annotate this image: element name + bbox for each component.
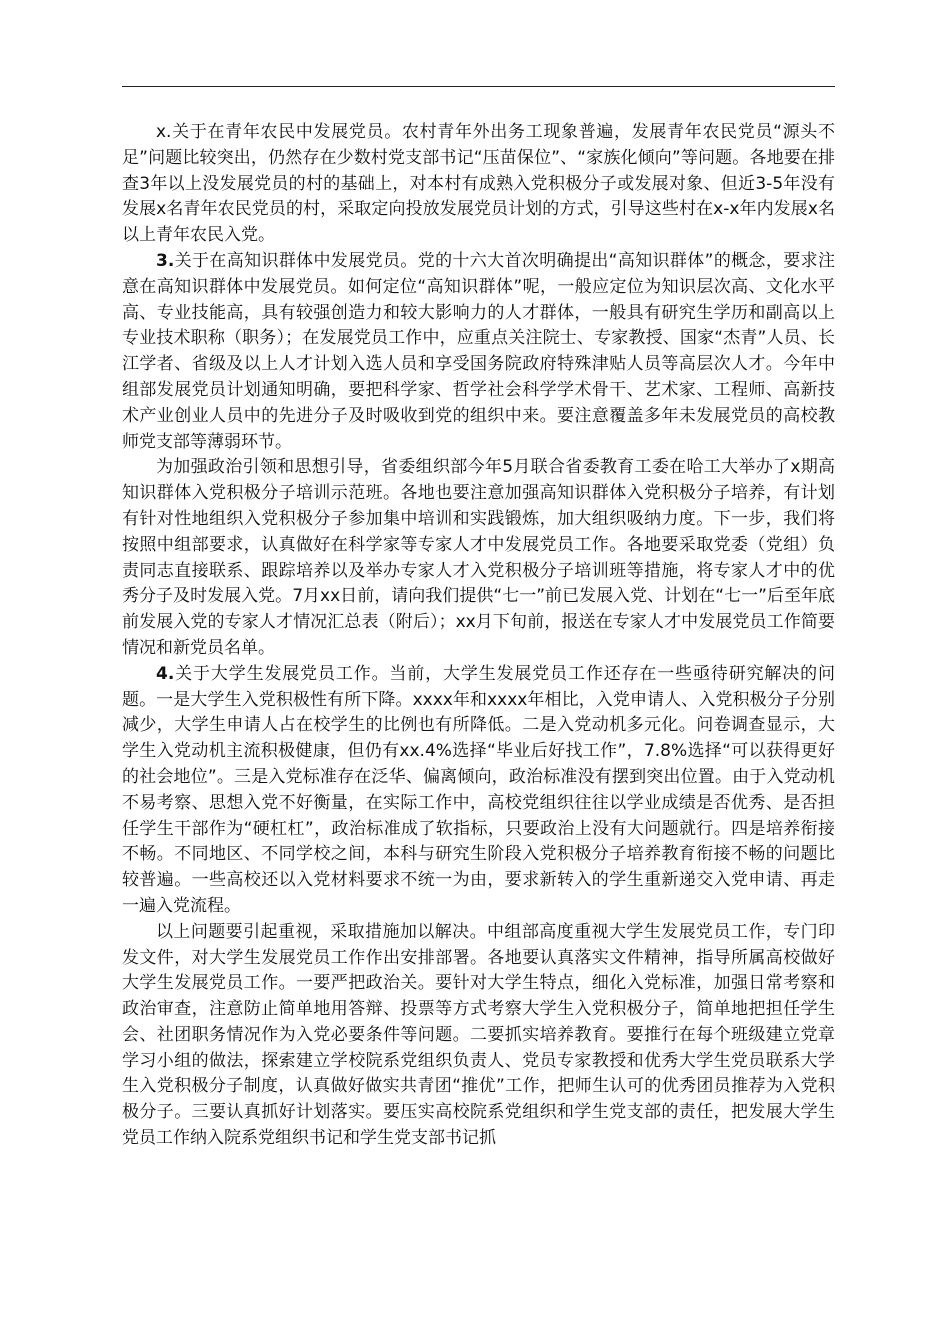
paragraph-text: 关于在高知识群体中发展党员。党的十六大首次明确提出“高知识群体”的概念，要求注意在高知识群体中发展党员。如何定位“高知识群体”呢，一般应定位为知识层次高、文化水平高、专业技能高，具有较强创造力和较大影响力的人才群体，一般具有研究生学历和副高以上专业技术职称（职务）；在发展党员工作中，应重点关注院士、专家教授、国家“杰青”人员、长江学者、省级及以上人才计划入选人员和享受国务院政府特殊津贴人员等高层次人才。今年中组部发展党员计划通知明确，要把科学家、哲学社会科学学术骨干、艺术家、工程师、高新技术产业创业人员中的先进分子及时吸收到党的组织中来。要注意覆盖多年未发展党员的高校教师党支部等薄弱环节。 xyxy=(122,250,835,452)
document-body xyxy=(122,120,835,1152)
paragraph-university-students xyxy=(122,662,835,920)
paragraph-text: 为加强政治引领和思想引导，省委组织部今年5月联合省委教育工委在哈工大举办了x期高知识群体入党积极分子培训示范班。各地也要注意加强高知识群体入党积极分子培养，有计划有针对性地组织入党积极分子参加集中培训和实践锻炼，加大组织吸纳力度。下一步，我们将按照中组部要求，认真做好在科学家等专家人才中发展党员工作。各地要采取党委（党组）负责同志直接联系、跟踪培养以及举办专家人才入党积极分子培训班等措施，将专家人才中的优秀分子及时发展入党。7月xx日前，请向我们提供“七一”前已发展入党、计划在“七一”后至年底前发展入党的专家人才情况汇总表（附后）；xx月下旬前，报送在专家人才中发展党员工作简要情况和新党员名单。 xyxy=(122,457,835,658)
header-rule xyxy=(122,86,835,87)
paragraph-measures xyxy=(122,920,835,1152)
paragraph-text: 以上问题要引起重视，采取措施加以解决。中组部高度重视大学生发展党员工作，专门印发文件，对大学生发展党员工作作出安排部署。各地要认真落实文件精神，指导所属高校做好大学生发展党员工作。一要严把政治关。要针对大学生特点，细化入党标准，加强日常考察和政治审查，注意防止简单地用答辩、投票等方式考察大学生入党积极分子，简单地把担任学生会、社团职务情况作为入党必要条件等问题。二要抓实培养教育。要推行在每个班级建立党章学习小组的做法，探索建立学校院系党组织负责人、党员专家教授和优秀大学生党员联系大学生入党积极分子制度，认真做好做实共青团“推优”工作，把师生认可的优秀团员推荐为入党积极分子。三要认真抓好计划落实。要压实高校院系党组织和学生党支部的责任，把发展大学生党员工作纳入院系党组织书记和学生党支部书记抓 xyxy=(122,921,835,1149)
paragraph-political-guidance xyxy=(122,455,835,661)
paragraph-number: 3. xyxy=(156,250,175,271)
paragraph-number: 4. xyxy=(156,663,175,684)
paragraph-text: x.关于在青年农民中发展党员。农村青年外出务工现象普遍，发展青年农民党员“源头不足”问题比较突出，仍然存在少数村党支部书记“压苗保位”、“家族化倾向”等问题。各地要在排查3年以上没发展党员的村的基础上，对本村有成熟入党积极分子或发展对象、但近3-5年没有发展x名青年农民党员的村，采取定向投放发展党员计划的方式，引导这些村在x-x年内发展x名以上青年农民入党。 xyxy=(122,122,835,246)
paragraph-text: 关于大学生发展党员工作。当前，大学生发展党员工作还存在一些亟待研究解决的问题。一是大学生入党积极性有所下降。xxxx年和xxxx年相比，入党申请人、入党积极分子分别减少，大学生申请人占在校学生的比例也有所降低。二是入党动机多元化。问卷调查显示，大学生入党动机主流积极健康，但仍有xx.4%选择“毕业后好找工作”，7.8%选择“可以获得更好的社会地位”。三是入党标准存在泛华、偏离倾向，政治标准没有摆到突出位置。由于入党动机不易考察、思想入党不好衡量，在实际工作中，高校党组织往往以学业成绩是否优秀、是否担任学生干部作为“硬杠杠”，政治标准成了软指标，只要政治上没有大问题就行。四是培养衔接不畅。不同地区、不同学校之间，本科与研究生阶段入党积极分子培养教育衔接不畅的问题比较普遍。一些高校还以入党材料要求不统一为由，要求新转入的学生重新递交入党申请、再走一遍入党流程。 xyxy=(122,663,835,916)
paragraph-youth-farmers xyxy=(122,120,835,249)
paragraph-high-knowledge-group xyxy=(122,249,835,455)
